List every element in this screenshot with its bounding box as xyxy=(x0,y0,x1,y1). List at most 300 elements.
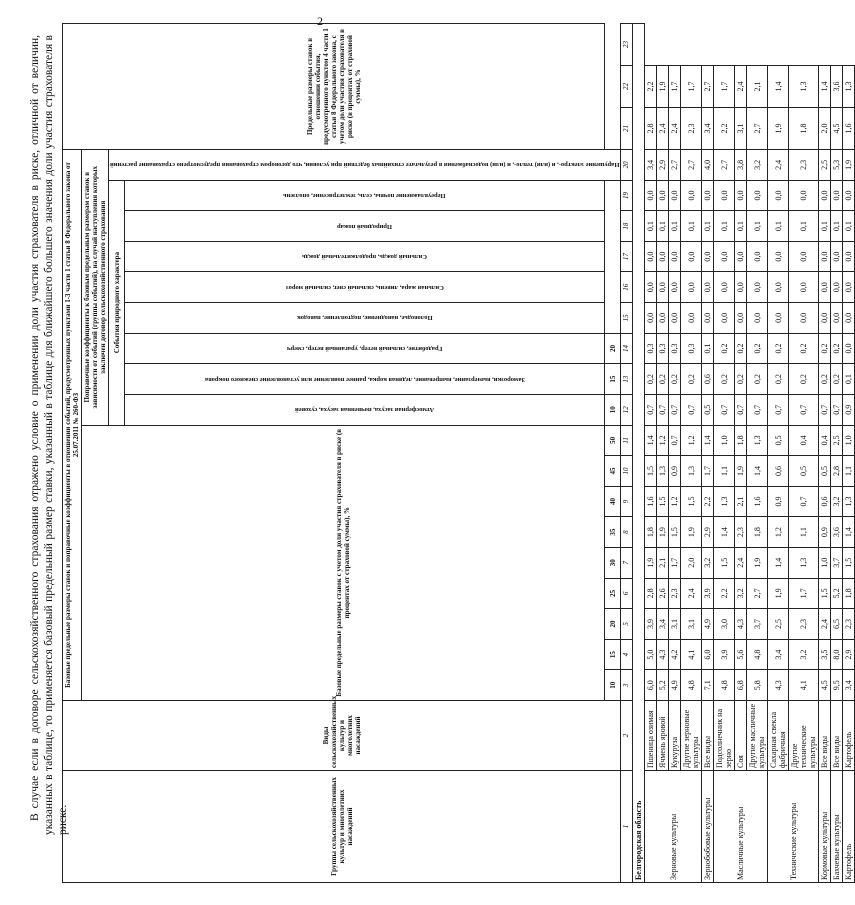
base-rate-cell: 5,2 xyxy=(831,578,843,609)
res-rate-cell: 2,7 xyxy=(747,108,768,150)
table-row xyxy=(789,24,819,883)
coef-cell: 0,0 xyxy=(645,241,657,272)
region-row xyxy=(633,24,645,883)
column-number: 12 xyxy=(621,394,633,425)
base-rate-cell: 7,1 xyxy=(702,670,714,701)
base-rate-cell: 3,2 xyxy=(789,639,819,670)
res-rate-cell: 4,0 xyxy=(702,150,714,181)
base-rate-cell: 1,8 xyxy=(645,517,657,548)
table-row xyxy=(747,24,768,883)
column-number: 20 xyxy=(621,150,633,181)
base-rate-cell: 4,3 xyxy=(768,670,789,701)
res-rate-cell: 2,4 xyxy=(768,150,789,181)
region-name: Белгородская область xyxy=(633,24,645,883)
coef-cell: 0,0 xyxy=(831,303,843,334)
base-rate-cell: 2,3 xyxy=(843,609,855,640)
base-rate-cell: 1,4 xyxy=(714,517,735,548)
res-rate-cell: 1,9 xyxy=(768,108,789,150)
res-rate-cell: 2,7 xyxy=(681,150,702,181)
base-rate-cell: 1,0 xyxy=(714,425,735,456)
res-share-header: 15 xyxy=(605,364,621,395)
res-rate-cell: 3,2 xyxy=(747,150,768,181)
base-rate-cell: 3,2 xyxy=(831,486,843,517)
base-rate-cell: 3,0 xyxy=(714,609,735,640)
coef-cell: 0,1 xyxy=(843,211,855,242)
coef-cell: 0,0 xyxy=(747,303,768,334)
base-rate-cell: 1,5 xyxy=(681,486,702,517)
base-share-header: 20 xyxy=(605,609,621,640)
base-rate-cell: 4,9 xyxy=(702,609,714,640)
coef-cell: 0,2 xyxy=(768,364,789,395)
base-rate-cell: 0,9 xyxy=(768,486,789,517)
base-rate-cell: 3,5 xyxy=(819,639,831,670)
base-rate-cell: 4,8 xyxy=(747,639,768,670)
base-rate-cell: 4,1 xyxy=(789,670,819,701)
base-rate-cell: 3,4 xyxy=(843,670,855,701)
coef-cell: 0,2 xyxy=(714,333,735,364)
base-rate-cell: 0,5 xyxy=(768,425,789,456)
base-rate-cell: 0,9 xyxy=(669,456,681,487)
base-header: Базовые предельные размеры ставок и поправочные коэффициенты в отношении событий, предусмотренных пунктами 1-3 части 1 статьи 8 Федерального закона от 25.07.2011 № 260-ФЗ xyxy=(63,150,82,701)
coef-cell: 0,1 xyxy=(657,211,669,242)
base-rate-cell: 6,0 xyxy=(702,639,714,670)
base-rate-cell: 3,9 xyxy=(702,578,714,609)
res-rate-cell: 2,4 xyxy=(669,108,681,150)
base-rate-cell: 1,4 xyxy=(768,547,789,578)
crop-cell: Все виды xyxy=(819,701,831,771)
coef-cell: 0,0 xyxy=(831,180,843,211)
coef-col-header: Сильный дождь, продолжительный дождь xyxy=(125,241,605,272)
base-rates-header: Базовые предельные размеры ставок с учетом доли участия страхователя в риске (в процентах от страховой суммы), % xyxy=(82,425,605,700)
res-rate-cell: 2,4 xyxy=(735,66,747,108)
table-row xyxy=(645,24,657,883)
coef-cell: 0,0 xyxy=(681,272,702,303)
coef-cell: 0,2 xyxy=(789,364,819,395)
coef-cell: 0,7 xyxy=(768,394,789,425)
coef-cell: 0,7 xyxy=(645,394,657,425)
table-row xyxy=(669,24,681,883)
coef-cell: 0,0 xyxy=(681,241,702,272)
base-rate-cell: 1,6 xyxy=(747,486,768,517)
table-row xyxy=(819,24,831,883)
res-header: Предельные размеры ставок в отношении события, предусмотренного пунктом 4 части 1 статьи 8 Федерального закона, с учетом доли участия страхователя в риске (в процентах от страховой суммы), % xyxy=(63,24,605,150)
base-rate-cell: 0,7 xyxy=(789,486,819,517)
coef-cell: 0,1 xyxy=(747,211,768,242)
coef-cell: 0,0 xyxy=(735,272,747,303)
base-rate-cell: 1,2 xyxy=(681,425,702,456)
base-share-header: 15 xyxy=(605,639,621,670)
base-rate-cell: 5,0 xyxy=(645,639,657,670)
base-rate-cell: 3,4 xyxy=(657,609,669,640)
res-rate-cell: 1,3 xyxy=(789,66,819,108)
column-number: 19 xyxy=(621,180,633,211)
base-rate-cell: 1,5 xyxy=(669,517,681,548)
coef-cell: 0,0 xyxy=(819,180,831,211)
coef-cell: 0,7 xyxy=(831,394,843,425)
res-rate-cell: 2,7 xyxy=(669,150,681,181)
coef-col-header: Заморозки, вымерзание, выпревание, ледяная корка, раннее появление или установление снежного покрова xyxy=(125,364,605,395)
res-rate-cell: 2,0 xyxy=(819,108,831,150)
res-rate-cell: 3,8 xyxy=(735,150,747,181)
crop-cell: Другие масличные культуры xyxy=(747,701,768,771)
intro-text: В случае если в договоре сельскохозяйственного страхования отражено условие о применении доли участия страхователя в риске, отличной от величин, указанных в таблице, то применяется базовый предельный размер ставки, указанный в таблице для ближайшего большего значения доли участия страхователя в риске. xyxy=(29,35,69,835)
crop-cell: Кукуруза xyxy=(669,701,681,771)
base-rate-cell: 0,4 xyxy=(789,425,819,456)
column-number: 9 xyxy=(621,486,633,517)
coef-cell: 0,0 xyxy=(702,241,714,272)
base-rate-cell: 1,9 xyxy=(768,578,789,609)
page-number: 2 xyxy=(317,14,323,28)
res-rate-cell: 4,5 xyxy=(831,108,843,150)
base-rate-cell: 2,8 xyxy=(831,456,843,487)
column-number: 22 xyxy=(621,66,633,108)
res-rate-cell: 2,2 xyxy=(645,66,657,108)
coef-cell: 0,0 xyxy=(747,180,768,211)
base-rate-cell: 2,8 xyxy=(645,578,657,609)
base-rate-cell: 4,3 xyxy=(657,639,669,670)
coef-cell: 0,2 xyxy=(735,333,747,364)
coef-cell: 0,1 xyxy=(714,211,735,242)
coef-cell: 0,1 xyxy=(843,364,855,395)
base-share-header: 35 xyxy=(605,517,621,548)
column-number: 7 xyxy=(621,547,633,578)
coef-cell: 0,2 xyxy=(669,364,681,395)
coef-cell: 0,2 xyxy=(657,364,669,395)
coef-cell: 0,0 xyxy=(789,241,819,272)
coef-cell: 0,1 xyxy=(819,211,831,242)
base-rate-cell: 0,9 xyxy=(819,517,831,548)
coef-cell: 0,0 xyxy=(669,303,681,334)
res-rate-cell: 1,8 xyxy=(789,108,819,150)
base-rate-cell: 0,6 xyxy=(768,456,789,487)
res-rate-cell: 3,6 xyxy=(831,66,843,108)
coef-cell: 0,6 xyxy=(702,364,714,395)
base-rate-cell: 6,0 xyxy=(645,670,657,701)
coef-cell: 0,3 xyxy=(645,333,657,364)
coef-cell: 0,0 xyxy=(843,303,855,334)
base-rate-cell: 4,8 xyxy=(681,670,702,701)
table-row xyxy=(681,24,702,883)
base-rate-cell: 1,9 xyxy=(735,456,747,487)
table-row xyxy=(735,24,747,883)
coef-cell: 0,1 xyxy=(831,211,843,242)
base-rate-cell: 1,5 xyxy=(657,486,669,517)
group-cell: Масличные культуры xyxy=(714,771,768,883)
column-number: 6 xyxy=(621,578,633,609)
base-rate-cell: 2,1 xyxy=(657,547,669,578)
res-rate-cell: 1,3 xyxy=(843,66,855,108)
table-row xyxy=(843,24,855,883)
coef-cell: 0,0 xyxy=(735,241,747,272)
coef-cell: 0,0 xyxy=(702,272,714,303)
res-rate-cell: 2,1 xyxy=(747,66,768,108)
res-rate-cell: 1,7 xyxy=(714,66,735,108)
res-rate-cell: 2,4 xyxy=(657,108,669,150)
base-rate-cell: 2,6 xyxy=(657,578,669,609)
base-rate-cell: 1,3 xyxy=(714,486,735,517)
coef-col-header: Сильная жара, ливень, сильный снег, сильный мороз xyxy=(125,272,605,303)
coef-cell: 0,0 xyxy=(819,272,831,303)
base-rate-cell: 2,4 xyxy=(819,609,831,640)
base-rate-cell: 1,2 xyxy=(669,486,681,517)
coef-cell: 0,0 xyxy=(843,272,855,303)
base-rate-cell: 5,8 xyxy=(747,670,768,701)
coef-cell: 0,7 xyxy=(747,394,768,425)
crop-cell: Другие зерновые культуры xyxy=(681,701,702,771)
base-rate-cell: 1,4 xyxy=(645,425,657,456)
crop-cell: Подсолнечник на зерно xyxy=(714,701,735,771)
res-rate-cell: 2,3 xyxy=(789,150,819,181)
base-share-header: 50 xyxy=(605,425,621,456)
group-cell: Картофель xyxy=(843,771,855,883)
base-rate-cell: 1,0 xyxy=(819,547,831,578)
group-cell: Технические культуры xyxy=(768,771,819,883)
coef-cell: 0,0 xyxy=(831,241,843,272)
base-rate-cell: 1,5 xyxy=(819,578,831,609)
coef-cell: 0,0 xyxy=(657,180,669,211)
base-rate-cell: 1,4 xyxy=(747,456,768,487)
coef-cell: 0,2 xyxy=(831,333,843,364)
base-rate-cell: 3,1 xyxy=(669,609,681,640)
group-header: Группы сельскохозяйственных культур и многолетних насаждений xyxy=(63,771,621,883)
column-numbers-row xyxy=(621,24,633,883)
base-rate-cell: 8,0 xyxy=(831,639,843,670)
coef-cell: 0,0 xyxy=(831,272,843,303)
base-rate-cell: 2,3 xyxy=(735,517,747,548)
base-rate-cell: 1,4 xyxy=(702,425,714,456)
res-share-header: 20 xyxy=(605,333,621,364)
base-rate-cell: 6,8 xyxy=(735,670,747,701)
coef-cell: 0,0 xyxy=(747,272,768,303)
coef-cell: 0,2 xyxy=(831,364,843,395)
coef-cell: 0,9 xyxy=(843,394,855,425)
base-rate-cell: 2,2 xyxy=(714,578,735,609)
base-rate-cell: 0,6 xyxy=(819,486,831,517)
base-rate-cell: 2,7 xyxy=(747,578,768,609)
base-rate-cell: 1,0 xyxy=(843,425,855,456)
base-rate-cell: 2,4 xyxy=(681,578,702,609)
coef-cell: 0,1 xyxy=(768,211,789,242)
coef-cell: 0,1 xyxy=(702,333,714,364)
res-rate-cell: 1,7 xyxy=(669,66,681,108)
base-rate-cell: 4,9 xyxy=(669,670,681,701)
base-rate-cell: 2,9 xyxy=(843,639,855,670)
base-share-header: 40 xyxy=(605,486,621,517)
coef-cell: 0,7 xyxy=(714,394,735,425)
res-rate-cell: 2,7 xyxy=(714,150,735,181)
table-header xyxy=(63,24,633,883)
base-rate-cell: 1,4 xyxy=(843,517,855,548)
base-rate-cell: 1,2 xyxy=(768,517,789,548)
coef-cell: 0,5 xyxy=(702,394,714,425)
base-share-header: 10 xyxy=(605,670,621,701)
table-row xyxy=(831,24,843,883)
coef-cell: 0,7 xyxy=(789,394,819,425)
coef-sub-header: События природного характера xyxy=(109,180,125,425)
coef-cell: 0,0 xyxy=(714,272,735,303)
res-rate-cell: 5,3 xyxy=(831,150,843,181)
base-rate-cell: 1,8 xyxy=(843,578,855,609)
res-rate-cell: 1,4 xyxy=(768,66,789,108)
coef-cell: 0,7 xyxy=(681,394,702,425)
base-rate-cell: 3,1 xyxy=(681,609,702,640)
res-rate-cell: 1,7 xyxy=(681,66,702,108)
coef-cell: 0,0 xyxy=(681,180,702,211)
base-rate-cell: 0,4 xyxy=(819,425,831,456)
column-number: 13 xyxy=(621,364,633,395)
base-rate-cell: 2,3 xyxy=(669,578,681,609)
coef-cell: 0,0 xyxy=(645,180,657,211)
coef-cell: 0,7 xyxy=(735,394,747,425)
base-rate-cell: 0,5 xyxy=(819,456,831,487)
coef-cell: 0,0 xyxy=(657,241,669,272)
base-rate-cell: 1,3 xyxy=(747,425,768,456)
coef-header: Поправочные коэффициенты к базовым предельным размерам ставок в зависимости от событий (группы событий), на случай наступления которых заключен договор сельскохозяйственного страхования xyxy=(82,150,109,425)
coef-cell: 0,0 xyxy=(819,241,831,272)
base-rate-cell: 2,5 xyxy=(831,425,843,456)
base-rate-cell: 1,9 xyxy=(747,547,768,578)
base-rate-cell: 3,7 xyxy=(831,547,843,578)
coef-cell: 0,2 xyxy=(714,364,735,395)
base-share-header: 30 xyxy=(605,547,621,578)
coef-cell: 0,0 xyxy=(714,241,735,272)
coef-cell: 0,2 xyxy=(735,364,747,395)
coef-col-header: Половодье, наводнение, подтопление, паводок xyxy=(125,303,605,334)
base-rate-cell: 3,2 xyxy=(702,547,714,578)
coef-cell: 0,0 xyxy=(681,303,702,334)
res-rate-cell: 2,2 xyxy=(714,108,735,150)
coef-cell: 0,0 xyxy=(735,303,747,334)
base-rate-cell: 3,7 xyxy=(747,609,768,640)
column-number: 4 xyxy=(621,639,633,670)
base-rate-cell: 1,8 xyxy=(735,425,747,456)
coef-col-header: Нарушение электро-, и (или) тепло-, и (или) водоснабжения в результате стихийных бедствий при условии, что договором страхования предусмотрено страхование растений xyxy=(109,150,621,181)
coef-cell: 0,0 xyxy=(843,241,855,272)
base-rate-cell: 1,3 xyxy=(843,486,855,517)
coef-cell: 0,0 xyxy=(735,180,747,211)
coef-cell: 0,0 xyxy=(714,180,735,211)
base-rate-cell: 1,2 xyxy=(657,425,669,456)
table-row xyxy=(768,24,789,883)
coef-cell: 0,1 xyxy=(735,211,747,242)
coef-cell: 0,0 xyxy=(789,272,819,303)
base-rate-cell: 0,7 xyxy=(669,425,681,456)
base-rate-cell: 1,9 xyxy=(657,517,669,548)
column-number: 3 xyxy=(621,670,633,701)
coef-cell: 0,2 xyxy=(747,364,768,395)
res-rate-cell: 1,9 xyxy=(843,150,855,181)
coef-cell: 0,0 xyxy=(702,180,714,211)
coef-cell: 0,3 xyxy=(681,333,702,364)
base-rate-cell: 4,2 xyxy=(669,639,681,670)
res-rate-cell: 3,4 xyxy=(645,150,657,181)
base-rate-cell: 1,9 xyxy=(681,517,702,548)
coef-cell: 0,0 xyxy=(768,241,789,272)
base-rate-cell: 1,3 xyxy=(681,456,702,487)
column-number: 18 xyxy=(621,211,633,242)
coef-cell: 0,2 xyxy=(747,333,768,364)
coef-cell: 0,0 xyxy=(843,180,855,211)
coef-cell: 0,7 xyxy=(819,394,831,425)
res-rate-cell: 2,7 xyxy=(702,66,714,108)
column-number: 17 xyxy=(621,241,633,272)
coef-cell: 0,0 xyxy=(702,303,714,334)
coef-cell: 0,1 xyxy=(669,211,681,242)
base-rate-cell: 2,4 xyxy=(735,547,747,578)
coef-cell: 0,7 xyxy=(657,394,669,425)
coef-cell: 0,0 xyxy=(819,303,831,334)
coef-cell: 0,0 xyxy=(669,272,681,303)
base-rate-cell: 1,9 xyxy=(645,547,657,578)
column-number: 8 xyxy=(621,517,633,548)
base-rate-cell: 2,5 xyxy=(768,609,789,640)
base-rate-cell: 1,5 xyxy=(714,547,735,578)
coef-cell: 0,2 xyxy=(645,364,657,395)
coef-cell: 0,0 xyxy=(669,180,681,211)
base-rate-cell: 1,8 xyxy=(747,517,768,548)
base-rate-cell: 1,3 xyxy=(789,547,819,578)
coef-cell: 0,0 xyxy=(843,333,855,364)
crop-cell: Соя xyxy=(735,701,747,771)
coef-cell: 0,0 xyxy=(789,303,819,334)
coef-cell: 0,0 xyxy=(768,272,789,303)
column-number: 11 xyxy=(621,425,633,456)
column-number: 23 xyxy=(621,24,633,66)
base-rate-cell: 3,4 xyxy=(768,639,789,670)
coef-cell: 0,2 xyxy=(819,364,831,395)
coef-cell: 0,0 xyxy=(645,303,657,334)
column-number: 10 xyxy=(621,456,633,487)
base-rate-cell: 2,9 xyxy=(702,517,714,548)
base-rate-cell: 5,2 xyxy=(657,670,669,701)
crop-cell: Пшеница озимая xyxy=(645,701,657,771)
crop-cell: Картофель xyxy=(843,701,855,771)
coef-cell: 0,0 xyxy=(747,241,768,272)
group-cell: Бахчевые культуры xyxy=(831,771,843,883)
coef-cell: 0,3 xyxy=(669,333,681,364)
base-rate-cell: 3,9 xyxy=(645,609,657,640)
table-row xyxy=(714,24,735,883)
base-rate-cell: 3,6 xyxy=(831,517,843,548)
coef-cell: 0,0 xyxy=(789,180,819,211)
base-rate-cell: 1,1 xyxy=(843,456,855,487)
column-number: 1 xyxy=(621,771,633,883)
base-rate-cell: 4,5 xyxy=(819,670,831,701)
coef-col-header: Градобитие, сильный ветер, ураганный ветер, смерч xyxy=(125,333,605,364)
coef-cell: 0,2 xyxy=(768,333,789,364)
base-rate-cell: 2,0 xyxy=(681,547,702,578)
table-row xyxy=(657,24,669,883)
coef-cell: 0,3 xyxy=(657,333,669,364)
res-rate-cell: 3,4 xyxy=(702,108,714,150)
res-rate-cell: 2,9 xyxy=(657,150,669,181)
column-number: 21 xyxy=(621,108,633,150)
base-rate-cell: 1,3 xyxy=(657,456,669,487)
group-cell: Зернобобовые культуры xyxy=(702,771,714,883)
base-rate-cell: 3,2 xyxy=(735,578,747,609)
coef-cell: 0,0 xyxy=(657,272,669,303)
base-rate-cell: 0,5 xyxy=(789,456,819,487)
column-number: 5 xyxy=(621,609,633,640)
base-rate-cell: 1,7 xyxy=(669,547,681,578)
crop-cell: Другие технические культуры xyxy=(789,701,819,771)
crop-cell: Сахарная свекла фабричная xyxy=(768,701,789,771)
group-cell: Зерновые культуры xyxy=(645,771,702,883)
group-cell: Кормовые культуры xyxy=(819,771,831,883)
base-rate-cell: 6,5 xyxy=(831,609,843,640)
base-share-header: 25 xyxy=(605,578,621,609)
coef-cell: 0,0 xyxy=(657,303,669,334)
